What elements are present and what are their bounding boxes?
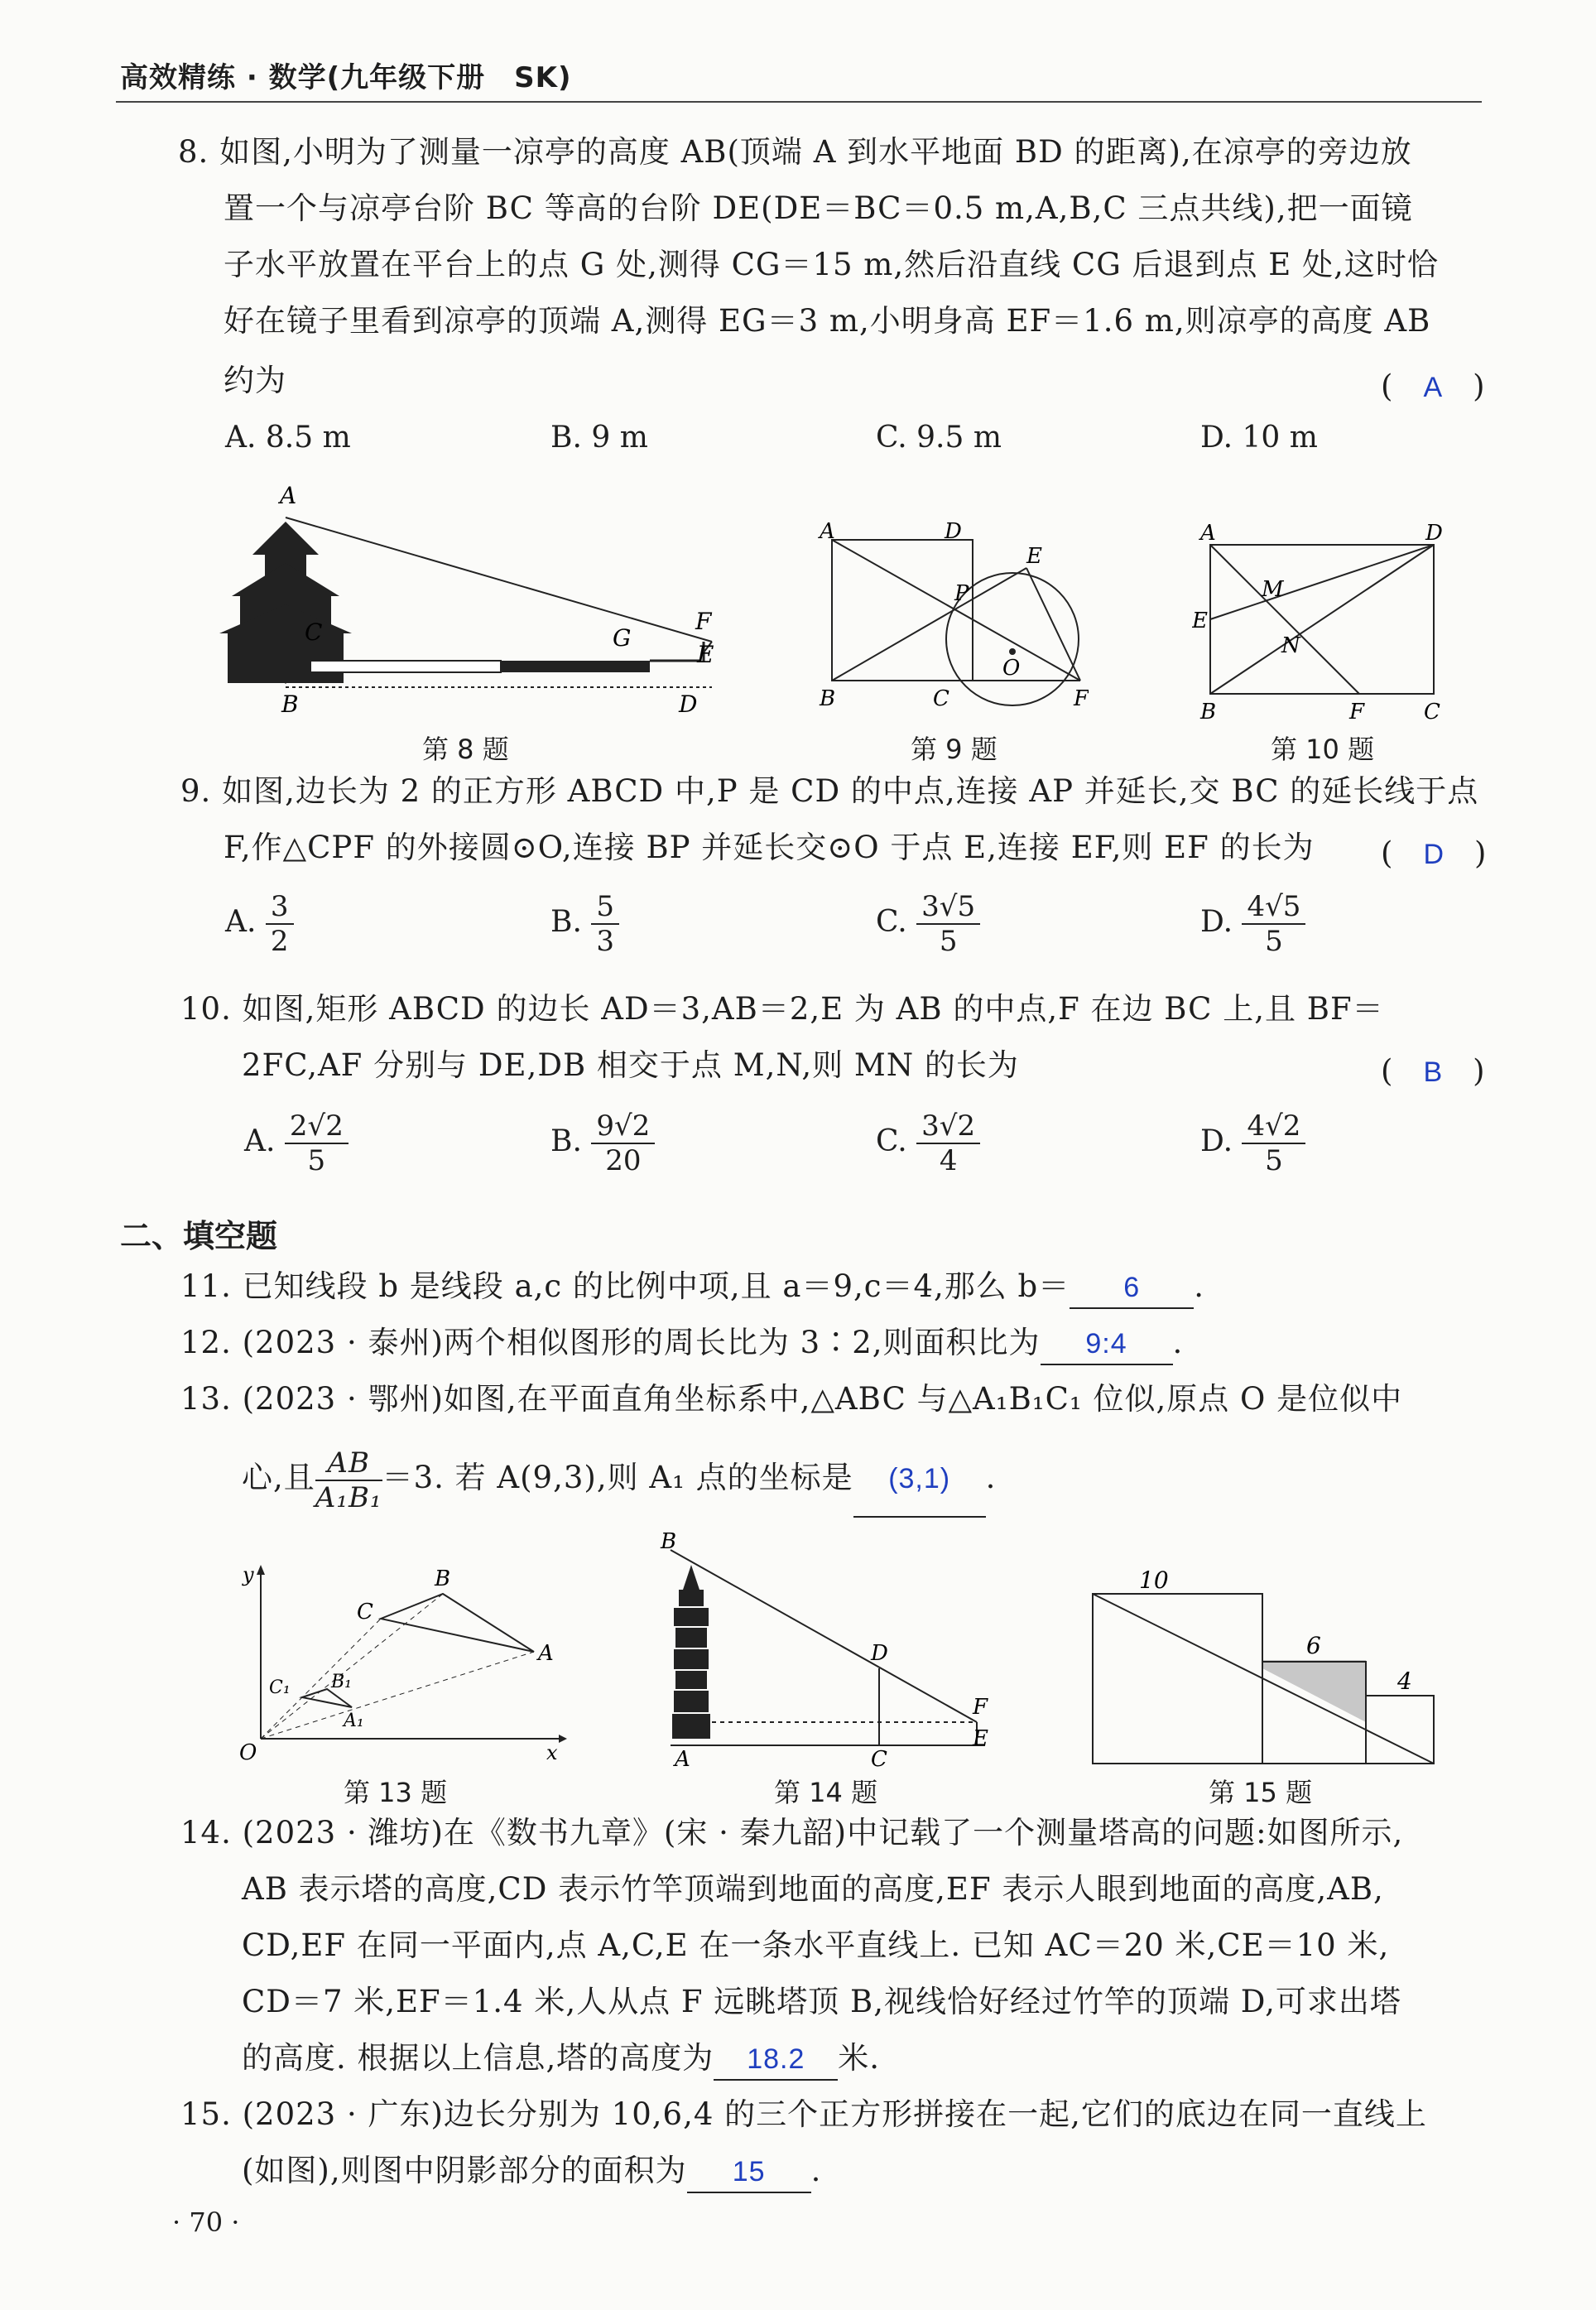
fig8-label-f: F [695, 608, 712, 635]
figure-8-diagram [207, 480, 737, 729]
q8-option-d: D. 10 m [1200, 421, 1318, 455]
fig14-label-b: B [661, 1532, 677, 1554]
line-ef [1026, 568, 1080, 681]
fig14-label-a: A [675, 1747, 690, 1772]
q10-answer-box: ( B ) [1381, 1053, 1485, 1089]
q9-answer: D [1423, 839, 1444, 870]
line-af [1210, 545, 1359, 694]
fig8-label-d: D [679, 691, 698, 718]
q10-line-2: 2FC,AF 分别与 DE,DB 相交于点 M,N,则 MN 的长为 [242, 1047, 1019, 1083]
q14-line-3: CD,EF 在同一平面内,点 A,C,E 在一条水平直线上. 已知 AC＝20 米,CE＝10 米, [242, 1927, 1390, 1963]
figure-14-diagram [654, 1532, 1010, 1772]
fig15-label-6: 6 [1306, 1632, 1321, 1659]
fig8-label-g: G [613, 624, 632, 652]
q9-option-a: A. $\frac{3}{2}$ [225, 890, 294, 958]
fig9-label-e: E [1026, 544, 1042, 569]
q9-option-b: B. $\frac{5}{3}$ [550, 890, 619, 958]
q14-line-2: AB 表示塔的高度,CD 表示竹竿顶端到地面的高度,EF 表示人眼到地面的高度,AB, [242, 1871, 1384, 1907]
fig8-label-a: A [280, 482, 297, 509]
q8-option-b: B. 9 m [550, 421, 648, 455]
q14-line-5: 的高度. 根据以上信息,塔的高度为 18.2 米. [242, 2038, 880, 2081]
q8-line-1: 8. 如图,小明为了测量一凉亭的高度 AB(顶端 A 到水平地面 BD 的距离),在凉亭的旁边放 [178, 134, 1412, 170]
q9-option-c: C. $\frac{3√5}{5}$ [876, 890, 980, 958]
fig14-label-e: E [973, 1726, 988, 1751]
caption-q13: 第 13 题 [344, 1777, 448, 1808]
fig10-label-m: M [1262, 577, 1284, 602]
fig15-label-10: 10 [1139, 1566, 1169, 1594]
q11-answer: 6 [1123, 1272, 1141, 1303]
fig9-label-b: B [820, 686, 836, 711]
q9-option-d: D. $\frac{4√5}{5}$ [1200, 890, 1305, 958]
figure-15-diagram [1084, 1557, 1449, 1772]
fig8-label-c: C [305, 618, 323, 646]
q9-line-1: 9. 如图,边长为 2 的正方形 ABCD 中,P 是 CD 的中点,连接 AP 并延长,交 BC 的延长线于点 [180, 773, 1479, 809]
caption-q8: 第 8 题 [422, 734, 509, 765]
platform-white [310, 661, 501, 672]
q15-line-2: (如图),则图中阴影部分的面积为 15 . [242, 2151, 821, 2193]
q13-line-1: 13. (2023 · 鄂州)如图,在平面直角坐标系中,△ABC 与△A₁B₁C₁ 位似,原点 O 是位似中 [180, 1381, 1403, 1417]
shaded-region [1262, 1660, 1366, 1722]
fig10-label-d: D [1425, 521, 1443, 546]
line-a-g [286, 517, 712, 642]
q8-option-c: C. 9.5 m [876, 421, 1002, 455]
q10-option-b: B. $\frac{9√2}{20}$ [550, 1109, 655, 1177]
q8-answer: A [1423, 372, 1443, 403]
line-de [1210, 545, 1434, 619]
fig14-label-c: C [871, 1747, 887, 1772]
q10-answer: B [1423, 1056, 1443, 1088]
fig13-label-x: x [546, 1741, 558, 1764]
platform-black [501, 661, 650, 672]
q15-line-1: 15. (2023 · 广东)边长分别为 10,6,4 的三个正方形拼接在一起,它们的底边在同一直线上 [180, 2096, 1427, 2132]
fig13-label-c: C [357, 1600, 373, 1624]
line-db [1210, 545, 1434, 694]
fig13-label-c1: C₁ [269, 1677, 291, 1698]
fig9-label-a: A [820, 522, 835, 544]
q8-line-4: 好在镜子里看到凉亭的顶端 A,测得 EG＝3 m,小明身高 EF＝1.6 m,则凉亭的高度 AB [224, 303, 1431, 339]
q8-line-5: 约为 [224, 363, 286, 398]
fig8-label-b: B [281, 691, 299, 718]
q9-line-2: F,作△CPF 的外接圆⊙O,连接 BP 并延长交⊙O 于点 E,连接 EF,则 EF 的长为 [224, 830, 1315, 865]
fig13-label-b1: B₁ [331, 1672, 352, 1692]
caption-q9: 第 9 题 [911, 734, 997, 765]
q9-answer-box: ( D ) [1381, 835, 1487, 871]
square-10 [1093, 1594, 1262, 1764]
q8-line-2: 置一个与凉亭台阶 BC 等高的台阶 DE(DE＝BC＝0.5 m,A,B,C 三点共线),把一面镜 [224, 190, 1413, 226]
q8-option-a: A. 8.5 m [225, 421, 351, 455]
fig14-label-f: F [973, 1695, 988, 1720]
q15-answer: 15 [732, 2156, 766, 2187]
q14-answer: 18.2 [747, 2043, 805, 2075]
fig9-label-p: P [954, 581, 969, 606]
fig13-label-y: y [243, 1563, 254, 1586]
pagoda-image [672, 1565, 710, 1739]
page-header-title: 高效精练 · 数学(九年级下册 SK) [120, 61, 572, 94]
q12-answer: 9:4 [1085, 1328, 1127, 1360]
fig15-label-4: 4 [1397, 1668, 1412, 1695]
fig10-label-b: B [1200, 700, 1217, 720]
q10-option-a: A. $\frac{2√2}{5}$ [244, 1109, 349, 1177]
q10-option-d: D. $\frac{4√2}{5}$ [1200, 1109, 1305, 1177]
fig10-label-e: E [1192, 609, 1208, 633]
q14-line-4: CD＝7 米,EF＝1.4 米,人从点 F 远眺塔顶 B,视线恰好经过竹竿的顶端 D,可求出塔 [242, 1984, 1401, 2019]
caption-q15: 第 15 题 [1209, 1777, 1313, 1808]
figure-10-diagram [1192, 513, 1465, 720]
caption-q10: 第 10 题 [1271, 734, 1375, 765]
q13-line-2: 心,且 $\frac{AB}{\text{A₁B₁}}$ ＝3. 若 A(9,3),则 A₁ 点的坐标是 (3,1) . [242, 1441, 996, 1518]
q8-answer-box: ( A ) [1381, 368, 1485, 404]
section-fill-in-title: 二、填空题 [120, 1218, 278, 1254]
caption-q14: 第 14 题 [774, 1777, 878, 1808]
fig10-label-a: A [1200, 521, 1216, 546]
triangle-abc [381, 1594, 534, 1652]
page-number: · 70 · [172, 2207, 240, 2238]
q10-option-c: C. $\frac{3√2}{4}$ [876, 1109, 980, 1177]
fig9-label-c: C [933, 686, 949, 711]
fig14-label-d: D [871, 1641, 888, 1666]
q13-answer: (3,1) [888, 1463, 951, 1494]
fig10-label-n: N [1281, 633, 1300, 658]
pavilion-image [219, 522, 352, 683]
line-be [832, 568, 1026, 681]
fig10-label-f: F [1349, 700, 1365, 720]
fig13-label-b: B [435, 1566, 451, 1591]
figure-9-diagram [807, 522, 1089, 720]
fig8-label-e: E [697, 641, 714, 668]
fig13-label-o: O [239, 1740, 257, 1765]
fig9-label-d: D [945, 522, 962, 544]
q11-line: 11. 已知线段 b 是线段 a,c 的比例中项,且 a＝9,c＝4,那么 b＝ 6 . [180, 1267, 1204, 1309]
q8-line-3: 子水平放置在平台上的点 G 处,测得 CG＝15 m,然后沿直线 CG 后退到点 E 处,这时恰 [224, 247, 1439, 282]
q12-line: 12. (2023 · 泰州)两个相似图形的周长比为 3∶2,则面积比为 9:4 . [180, 1323, 1183, 1365]
figure-13-diagram [228, 1557, 575, 1772]
square-4 [1366, 1696, 1434, 1764]
q14-line-1: 14. (2023 · 潍坊)在《数书九章》(宋 · 秦九韶)中记载了一个测量塔高的问题:如图所示, [180, 1815, 1404, 1850]
fig13-label-a1: A₁ [344, 1711, 364, 1731]
square-abcd [832, 540, 973, 681]
fig9-label-o: O [1002, 656, 1021, 681]
fig13-label-a: A [538, 1641, 554, 1666]
fig10-label-c: C [1424, 700, 1440, 720]
q10-line-1: 10. 如图,矩形 ABCD 的边长 AD＝3,AB＝2,E 为 AB 的中点,F 在边 BC 上,且 BF＝ [180, 991, 1384, 1027]
fig9-label-f: F [1074, 686, 1089, 711]
line-bf [671, 1550, 977, 1722]
header-rule [116, 101, 1482, 103]
